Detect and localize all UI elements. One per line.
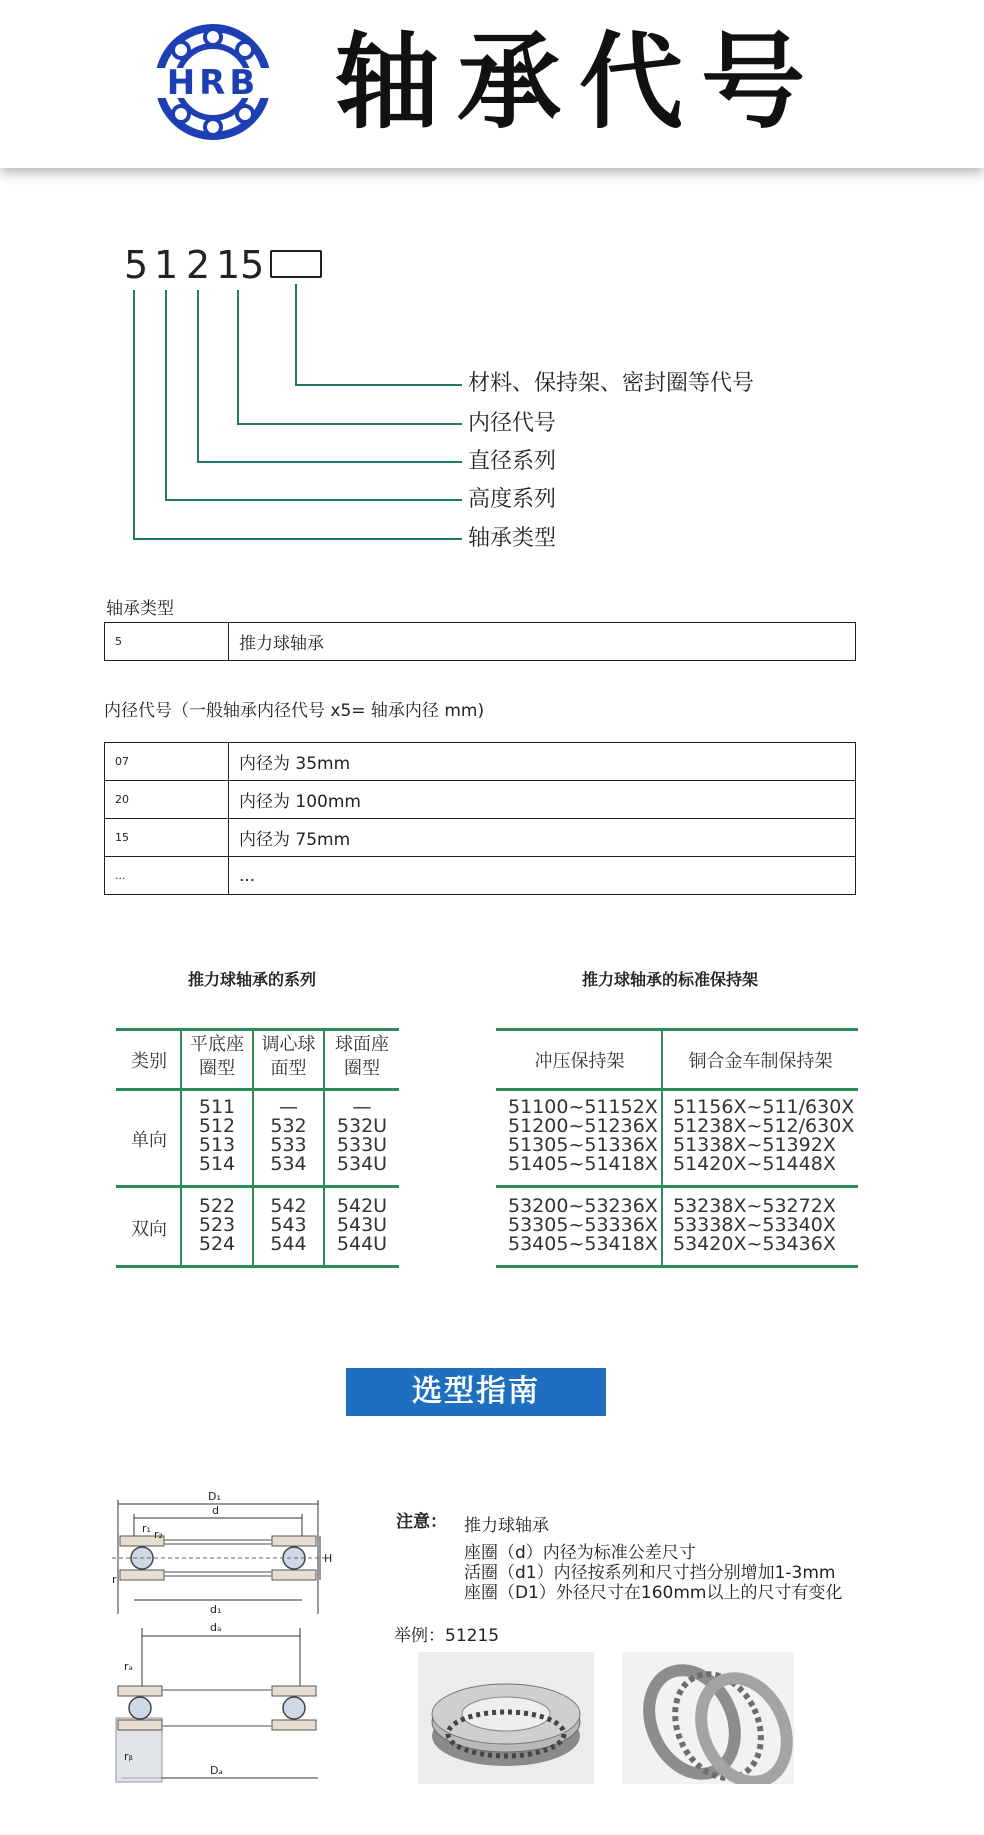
- table-row: [105, 623, 856, 661]
- cage-header-pressed: 冲压保持架: [534, 1051, 625, 1072]
- example-label: 举例：51215: [394, 1626, 500, 1646]
- page-title: 轴承代号: [335, 21, 824, 143]
- bore-desc-cell: ...: [229, 857, 856, 895]
- cage-double-machined: 53238X~53272X 53338X~53340X 53420X~53436X: [673, 1195, 836, 1255]
- series-single-aligning: — 532 533 534: [270, 1096, 307, 1175]
- label-ra: rₐ: [124, 1660, 133, 1673]
- label-rb: rᵦ: [124, 1750, 133, 1763]
- legend-material: 材料、保持架、密封圈等代号: [468, 371, 755, 396]
- type-desc: 推力球轴承: [229, 623, 856, 661]
- series-single-flat: 511 512 513 514: [198, 1096, 236, 1175]
- label-D1: D₁: [208, 1490, 221, 1503]
- label-r1: r₁: [142, 1522, 151, 1535]
- label-da: dₐ: [210, 1621, 222, 1634]
- table-row: [105, 781, 856, 819]
- cage-single-machined: 51156X~511/630X 51238X~512/630X 51338X~51392X 51420X~51448X: [673, 1096, 855, 1175]
- legend-bearing-type: 轴承类型: [468, 526, 557, 551]
- series-header-spherical: 球面座 圈型: [335, 1034, 389, 1079]
- cage-single-pressed: 51100~51152X 51200~51236X 51305~51336X 51405~51418X: [508, 1096, 658, 1175]
- series-header-aligning: 调心球 面型: [261, 1034, 316, 1079]
- code-digit-type: 5: [124, 243, 149, 287]
- bearing-photo-exploded: [622, 1652, 794, 1784]
- bore-code-cell: 20: [105, 781, 229, 819]
- type-code: 5: [105, 623, 229, 661]
- cage-table-title: 推力球轴承的标准保持架: [582, 970, 759, 989]
- label-r: r: [112, 1573, 117, 1586]
- series-header-flat: 平底座 圈型: [190, 1034, 244, 1079]
- notes-line-2: 座圈（d）内径为标准公差尺寸: [464, 1543, 696, 1563]
- series-double-spherical: 542U 543U 544U: [336, 1195, 388, 1255]
- bore-desc-cell: 内径为 75mm: [229, 819, 856, 857]
- notes-title: 注意：: [396, 1512, 447, 1532]
- bore-code-cell: 07: [105, 743, 229, 781]
- table-row: [105, 819, 856, 857]
- label-r2: r₂: [154, 1528, 163, 1541]
- code-digit-diameter: 2: [186, 243, 211, 287]
- notes-line-1: 推力球轴承: [464, 1516, 549, 1536]
- legend-height-series: 高度系列: [468, 487, 557, 512]
- logo-text: HRB: [166, 63, 260, 103]
- notes-line-4: 座圈（D1）外径尺寸在160mm以上的尺寸有变化: [464, 1583, 843, 1603]
- series-double-aligning: 542 543 544: [270, 1195, 307, 1255]
- label-H: H: [324, 1552, 332, 1565]
- label-d: d: [212, 1504, 219, 1517]
- selection-guide-banner: 选型指南: [346, 1368, 606, 1416]
- bore-desc-cell: 内径为 100mm: [229, 781, 856, 819]
- label-Da: Dₐ: [210, 1764, 223, 1777]
- series-single-label: 单向: [131, 1130, 167, 1151]
- legend-diameter-series: 直径系列: [468, 449, 557, 474]
- table-row: [105, 857, 856, 895]
- bore-code-label: 内径代号（一般轴承内径代号 x5= 轴承内径 mm): [104, 701, 485, 721]
- bore-desc-cell: 内径为 35mm: [229, 743, 856, 781]
- label-d1: d₁: [210, 1603, 222, 1616]
- cage-header-machined: 铜合金车制保持架: [688, 1051, 833, 1072]
- code-digit-height: 1: [154, 243, 179, 287]
- series-header-category: 类别: [131, 1051, 167, 1072]
- code-digit-bore: 15: [216, 243, 265, 287]
- series-table-title: 推力球轴承的系列: [188, 970, 317, 989]
- series-double-label: 双向: [131, 1219, 167, 1240]
- bore-code-table: [104, 742, 856, 895]
- bearing-type-label: 轴承类型: [106, 599, 174, 619]
- bore-code-cell: ...: [105, 857, 229, 895]
- bore-code-cell: 15: [105, 819, 229, 857]
- notes-line-3: 活圈（d1）内径按系列和尺寸挡分别增加1-3mm: [464, 1563, 836, 1583]
- legend-bore: 内径代号: [468, 411, 557, 436]
- cage-double-pressed: 53200~53236X 53305~53336X 53405~53418X: [508, 1195, 658, 1255]
- bearing-section-drawing: [112, 1488, 332, 1788]
- bearing-type-table: [104, 622, 856, 661]
- table-row: [105, 743, 856, 781]
- series-single-spherical: — 532U 533U 534U: [336, 1096, 388, 1175]
- code-connector-lines: [0, 0, 984, 560]
- bearing-photo-assembled: [418, 1652, 594, 1784]
- series-double-flat: 522 523 524: [198, 1195, 236, 1255]
